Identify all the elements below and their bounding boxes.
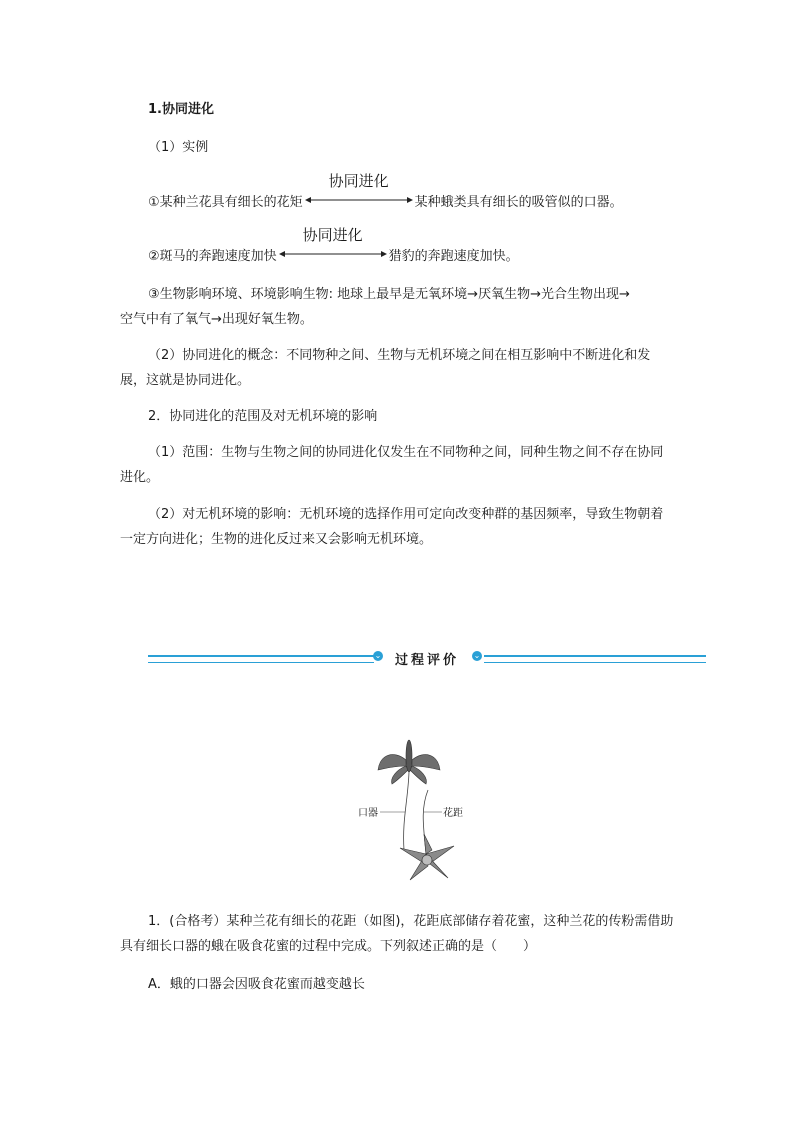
double-arrow [305, 172, 413, 210]
section-divider-right [484, 655, 706, 663]
example-orchid-moth [148, 172, 623, 210]
arrow-right-icon: → [530, 287, 541, 302]
example-environment-line1 [148, 283, 630, 302]
chevron-down-icon: ⌄ [374, 651, 382, 660]
question-1: 1．(合格考）某种兰花有细长的花距（如图)，花距底部储存着花蜜，这种兰花的传粉需借助具有细长口器的蛾在吸食花蜜的过程中完成。下列叙述正确的是（ ） [120, 914, 674, 954]
section-divider-left [148, 655, 374, 663]
option-a: A．蛾的口器会因吸食花蜜而越变越长 [148, 977, 365, 992]
label-spur: 花距 [443, 808, 463, 819]
scope-paragraph: （1）范围：生物与生物之间的协同进化仅发生在不同物种之间，同种生物之间不存在协同进化。 [120, 445, 664, 485]
env-step: 光合生物出现 [541, 287, 620, 302]
orchid-flower-illustration [400, 834, 454, 880]
example-zebra-cheetah [148, 226, 519, 264]
label-mouth: 口器 [358, 808, 378, 819]
chevron-down-icon: ⌄ [473, 651, 481, 660]
arrow-label: 协同进化 [328, 172, 389, 190]
env-text: 空气中有了氧气 [120, 312, 212, 327]
subheading-examples: （1）实例 [148, 140, 209, 155]
double-arrow-icon [279, 250, 387, 258]
example-left-text: ②斑马的奔跑速度加快 [148, 249, 277, 264]
env-step: 出现好氧生物。 [221, 312, 313, 327]
env-step: 厌氧生物 [478, 287, 531, 302]
arrow-right-icon: → [619, 287, 630, 302]
heading-co-evolution: 1.协同进化 [148, 102, 214, 117]
example-right-text: 猎豹的奔跑速度加快。 [388, 249, 519, 264]
arrow-right-icon: → [467, 287, 479, 302]
moth-proboscis [404, 772, 409, 850]
double-arrow [279, 226, 387, 264]
env-text: ③生物影响环境、环境影响生物: 地球上最早是无氧环境 [148, 287, 468, 302]
example-left-text: ①某种兰花具有细长的花矩 [148, 195, 303, 210]
arrow-right-icon: → [211, 312, 222, 327]
concept-paragraph: （2）协同进化的概念：不同物种之间、生物与无机环境之间在相互影响中不断进化和发展，这就是协同进化。 [120, 348, 651, 388]
double-arrow-icon [305, 196, 413, 204]
section-title: 过程评价 [384, 649, 470, 668]
example-environment-line2 [120, 308, 313, 327]
heading-scope: 2．协同进化的范围及对无机环境的影响 [148, 409, 378, 424]
arrow-label: 协同进化 [302, 226, 363, 244]
influence-paragraph: （2）对无机环境的影响：无机环境的选择作用可定向改变种群的基因频率，导致生物朝着一定方向进化；生物的进化反过来又会影响无机环境。 [120, 507, 664, 547]
example-right-text: 某种蛾类具有细长的吸管似的口器。 [414, 195, 623, 210]
